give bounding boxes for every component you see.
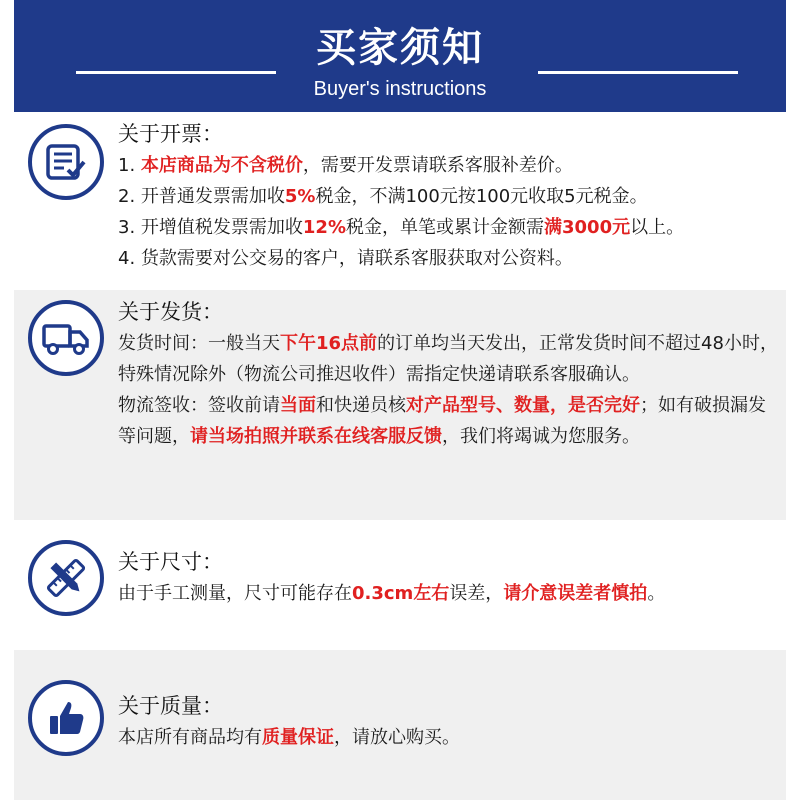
- page-subtitle: Buyer's instructions: [313, 78, 487, 100]
- shipping-highlight-check-items: 对产品型号、数量，是否完好: [406, 395, 640, 416]
- header-banner: [14, 0, 786, 112]
- size-content: [118, 546, 782, 609]
- quality-highlight-guarantee: 质量保证: [262, 727, 334, 748]
- shipping-signoff-paragraph: 物流签收：签收前请当面和快递员核对产品型号、数量，是否完好；如有破损漏发等问题，请当场拍照并联系在线客服反馈，我们将竭诚为您服务。: [118, 395, 766, 447]
- shipping-highlight-in-person: 当面: [280, 395, 316, 416]
- invoice-heading: 关于开票：: [118, 122, 223, 146]
- invoice-highlight-12pct: 12%: [302, 217, 346, 238]
- invoice-item-4: 4. 货款需要对公交易的客户，请联系客服获取对公资料。: [118, 248, 573, 269]
- ruler-pencil-icon: [28, 540, 104, 616]
- invoice-highlight-3000: 满3000元: [544, 217, 631, 238]
- shipping-highlight-cutoff: 下午16点前: [280, 333, 378, 354]
- shipping-time-paragraph: 发货时间：一般当天下午16点前的订单均当天发出，正常发货时间不超过48小时，特殊情况除外（物流公司推迟收件）需指定快递请联系客服确认。: [118, 333, 778, 385]
- invoice-section: [14, 112, 786, 290]
- document-check-icon: [28, 124, 104, 200]
- shipping-content: [118, 296, 782, 452]
- header-divider-left: [76, 71, 276, 74]
- quality-note: 本店所有商品均有质量保证，请放心购买。: [118, 727, 460, 748]
- invoice-content: [118, 118, 782, 274]
- shipping-section: [14, 290, 786, 520]
- invoice-highlight-5pct: 5%: [284, 186, 316, 207]
- size-highlight-caution: 请介意误差者慎拍: [503, 583, 648, 604]
- header-divider-right: [538, 71, 738, 74]
- invoice-highlight-tax-excluded: 本店商品为不含税价: [140, 155, 303, 176]
- invoice-item-2: 2. 开普通发票需加收5%税金，不满100元按100元收取5元税金。: [118, 186, 648, 207]
- quality-section: [14, 650, 786, 800]
- size-section: [14, 540, 786, 630]
- shipping-heading: 关于发货：: [118, 300, 223, 324]
- size-heading: 关于尺寸：: [118, 550, 223, 574]
- invoice-item-3: 3. 开增值税发票需加收12%税金，单笔或累计金额需满3000元以上。: [118, 217, 685, 238]
- quality-content: [118, 690, 782, 753]
- thumbs-up-icon: [28, 680, 104, 756]
- quality-heading: 关于质量：: [118, 694, 223, 718]
- size-note: 由于手工测量，尺寸可能存在0.3cm左右误差，请介意误差者慎拍。: [118, 583, 666, 604]
- shipping-highlight-photo-feedback: 请当场拍照并联系在线客服反馈: [190, 426, 442, 447]
- page-title: 买家须知: [316, 25, 484, 71]
- delivery-truck-icon: [28, 300, 104, 376]
- size-highlight-tolerance: 0.3cm左右: [352, 583, 450, 604]
- invoice-item-1: 1. 本店商品为不含税价，需要开发票请联系客服补差价。: [118, 155, 573, 176]
